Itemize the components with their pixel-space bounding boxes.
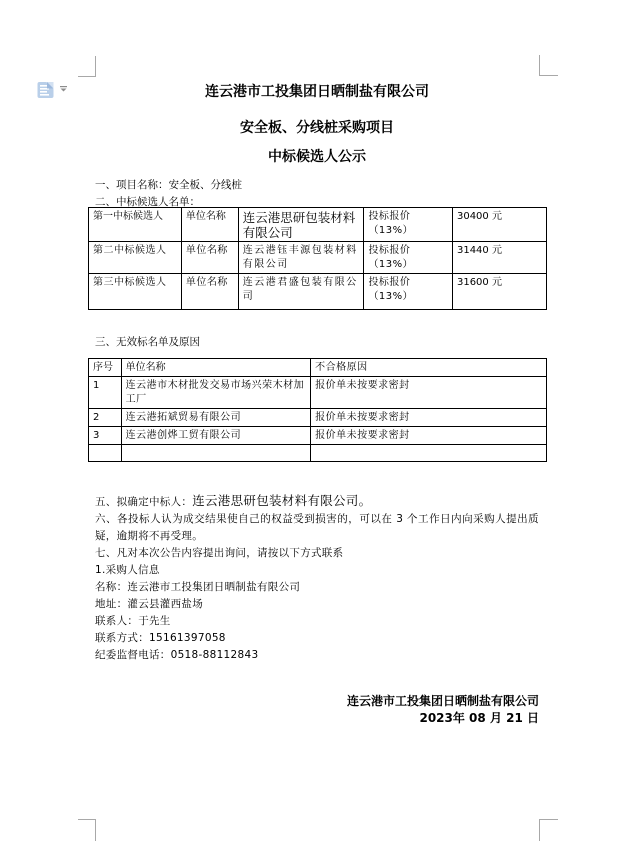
doc-title-company: 连云港市工投集团日晒制盐有限公司 bbox=[205, 84, 429, 100]
candidate-rank-cell: 第三中标候选人 bbox=[89, 274, 182, 310]
text-boundary-mark-top-right bbox=[539, 55, 558, 76]
doc-title-notice: 中标候选人公示 bbox=[268, 149, 366, 165]
company-name-cell bbox=[121, 445, 311, 462]
contact-person-line: 联系人：于先生 bbox=[95, 615, 171, 627]
no-cell: 1 bbox=[89, 377, 122, 409]
table-row bbox=[89, 377, 547, 409]
supervision-phone-line: 纪委监督电话：0518-88112843 bbox=[95, 649, 259, 661]
header-company-cell: 单位名称 bbox=[121, 359, 311, 377]
company-name-cell: 连云港拓斌贸易有限公司 bbox=[121, 409, 311, 427]
paste-options-button[interactable] bbox=[37, 80, 69, 100]
header-no-cell: 序号 bbox=[89, 359, 122, 377]
unit-label-cell: 单位名称 bbox=[181, 208, 238, 242]
section-7-contact-clause: 七、凡对本次公告内容提出询问，请按以下方式联系 bbox=[95, 547, 344, 559]
table-row bbox=[89, 242, 547, 274]
closing-paragraphs bbox=[95, 492, 539, 664]
company-name-cell: 连云港市木材批发交易市场兴荣木材加工厂 bbox=[121, 377, 311, 409]
text-boundary-mark-top-left bbox=[78, 56, 96, 77]
price-cell: 31440 元 bbox=[452, 242, 546, 274]
candidate-rank-cell: 第一中标候选人 bbox=[89, 208, 182, 242]
price-label-cell: 投标报价（13%） bbox=[364, 242, 453, 274]
section-1-project-name: 一、项目名称：安全板、分线桩 bbox=[95, 179, 242, 191]
company-name-cell: 连云港君盛包装有限公司 bbox=[238, 274, 364, 310]
price-label-cell: 投标报价（13%） bbox=[364, 208, 453, 242]
contact-phone-line: 联系方式：15161397058 bbox=[95, 632, 226, 644]
text-boundary-mark-bottom-right bbox=[539, 819, 558, 841]
invalid-bids-table bbox=[88, 358, 547, 462]
table-row bbox=[89, 208, 547, 242]
section-3-invalid-bids-heading: 三、无效标名单及原因 bbox=[95, 336, 200, 348]
section-5-winner-company: 连云港思研包装材料有限公司。 bbox=[192, 493, 372, 508]
price-cell: 31600 元 bbox=[452, 274, 546, 310]
company-name-cell: 连云港思研包装材料有限公司 bbox=[238, 208, 364, 242]
header-reason-cell: 不合格原因 bbox=[311, 359, 547, 377]
contact-address-line: 地址：灌云县灌西盐场 bbox=[95, 598, 203, 610]
signature-company: 连云港市工投集团日晒制盐有限公司 bbox=[346, 694, 539, 708]
no-cell bbox=[89, 445, 122, 462]
company-name-cell: 连云港创烨工贸有限公司 bbox=[121, 427, 311, 445]
table-row bbox=[89, 274, 547, 310]
section-2-candidate-list-heading: 二、中标候选人名单： bbox=[95, 196, 200, 208]
contact-name-line: 名称：连云港市工投集团日晒制盐有限公司 bbox=[95, 581, 301, 593]
no-cell: 3 bbox=[89, 427, 122, 445]
company-name-cell: 连云港钰丰源包装材料有限公司 bbox=[238, 242, 364, 274]
reason-cell bbox=[311, 445, 547, 462]
section-5-winner-line bbox=[95, 492, 539, 511]
table-header-row bbox=[89, 359, 547, 377]
buyer-info-heading: 1.采购人信息 bbox=[95, 564, 160, 576]
candidate-rank-cell: 第二中标候选人 bbox=[89, 242, 182, 274]
section-6-objection-clause: 六、各投标人认为成交结果使自己的权益受到损害的，可以在 3 个工作日内向采购人提出质疑，逾期将不再受理。 bbox=[95, 513, 539, 542]
candidate-table bbox=[88, 207, 547, 310]
signature-date: 2023年 08 月 21 日 bbox=[419, 711, 539, 725]
reason-cell: 报价单未按要求密封 bbox=[311, 409, 547, 427]
table-row bbox=[89, 445, 547, 462]
signature-block bbox=[95, 693, 539, 727]
price-label-cell: 投标报价（13%） bbox=[364, 274, 453, 310]
text-boundary-mark-bottom-left bbox=[78, 819, 96, 841]
reason-cell: 报价单未按要求密封 bbox=[311, 377, 547, 409]
section-5-prefix: 五、拟确定中标人： bbox=[95, 496, 193, 508]
table-row bbox=[89, 409, 547, 427]
reason-cell: 报价单未按要求密封 bbox=[311, 427, 547, 445]
unit-label-cell: 单位名称 bbox=[181, 242, 238, 274]
paste-options-dropdown-arrow-icon[interactable] bbox=[59, 86, 68, 92]
price-cell: 30400 元 bbox=[452, 208, 546, 242]
table-row bbox=[89, 427, 547, 445]
no-cell: 2 bbox=[89, 409, 122, 427]
unit-label-cell: 单位名称 bbox=[181, 274, 238, 310]
paste-options-icon bbox=[37, 81, 55, 99]
doc-title-project: 安全板、分线桩采购项目 bbox=[240, 120, 394, 136]
